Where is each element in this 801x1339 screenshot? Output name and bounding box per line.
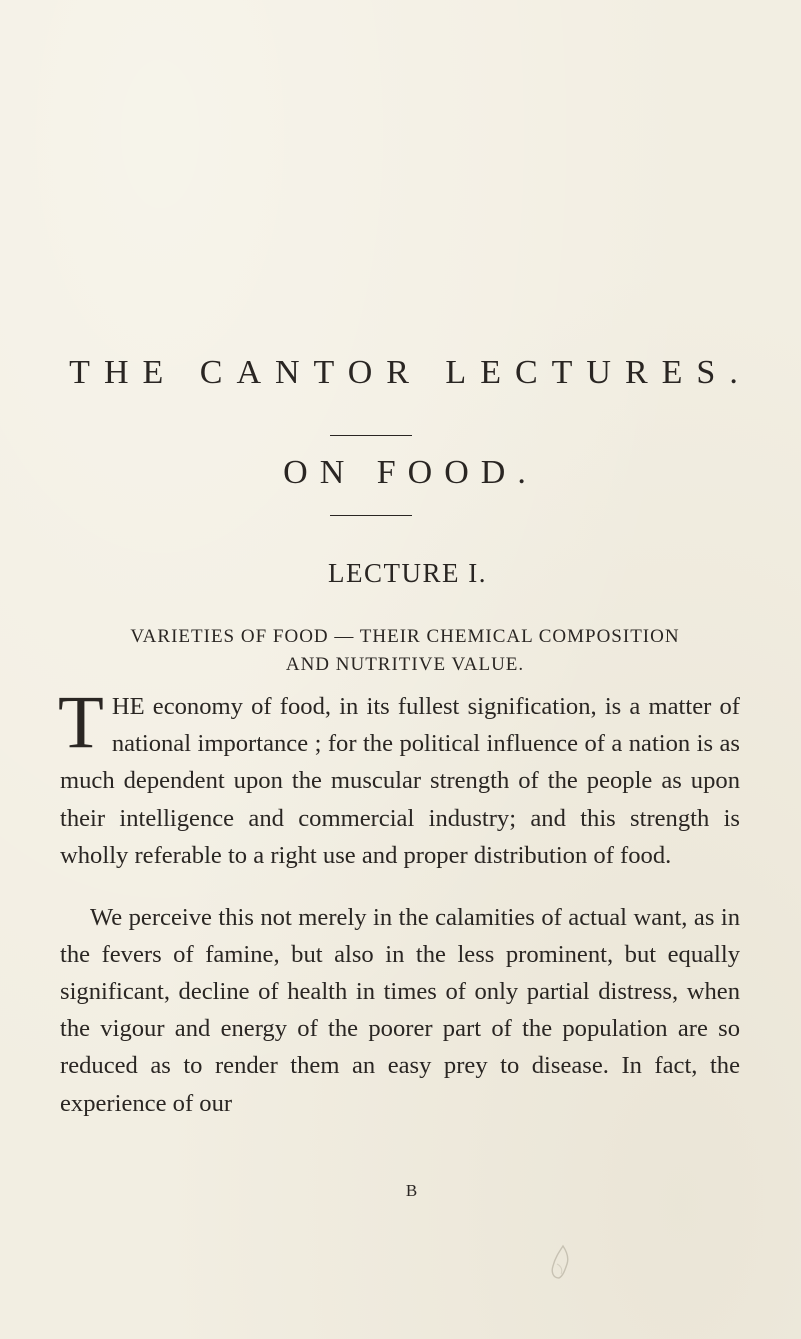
ornamental-rule-bottom <box>330 515 412 516</box>
body-text <box>58 681 740 1146</box>
synopsis-line-1: VARIETIES OF FOOD — THEIR CHEMICAL COMPOSITION <box>130 626 680 647</box>
paragraph-2: We perceive this not merely in the calamities of actual want, as in the fevers of famine, but also in the less prominent, but equally significant, decline of health in times of only partial distress, when the vigour and energy of the poorer part of the population are so reduced as to render them an easy prey to disease. In fact, the experience of our <box>60 903 740 1117</box>
paragraph-1 <box>58 681 740 874</box>
synopsis-line-2: AND NUTRITIVE VALUE. <box>285 654 525 675</box>
ornamental-rule-top <box>330 435 412 436</box>
lecture-title: LECTURE I. <box>328 558 487 588</box>
paragraph-1-text: HE economy of food, in its fullest signification, is a matter of national importance ; for the political influence of a nation is as much dependent upon the muscular strength of the people as upon their intelligence and commercial industry; and this strength is wholly referable to a right use and proper distribution of food. <box>60 693 740 869</box>
subject-heading: ON FOOD. <box>283 454 538 491</box>
ink-smudge <box>545 1242 577 1282</box>
signature-mark: B <box>405 1181 418 1200</box>
drop-cap: T <box>58 681 104 764</box>
running-head: THE CANTOR LECTURES. <box>69 354 752 391</box>
lecture-synopsis <box>70 623 740 679</box>
